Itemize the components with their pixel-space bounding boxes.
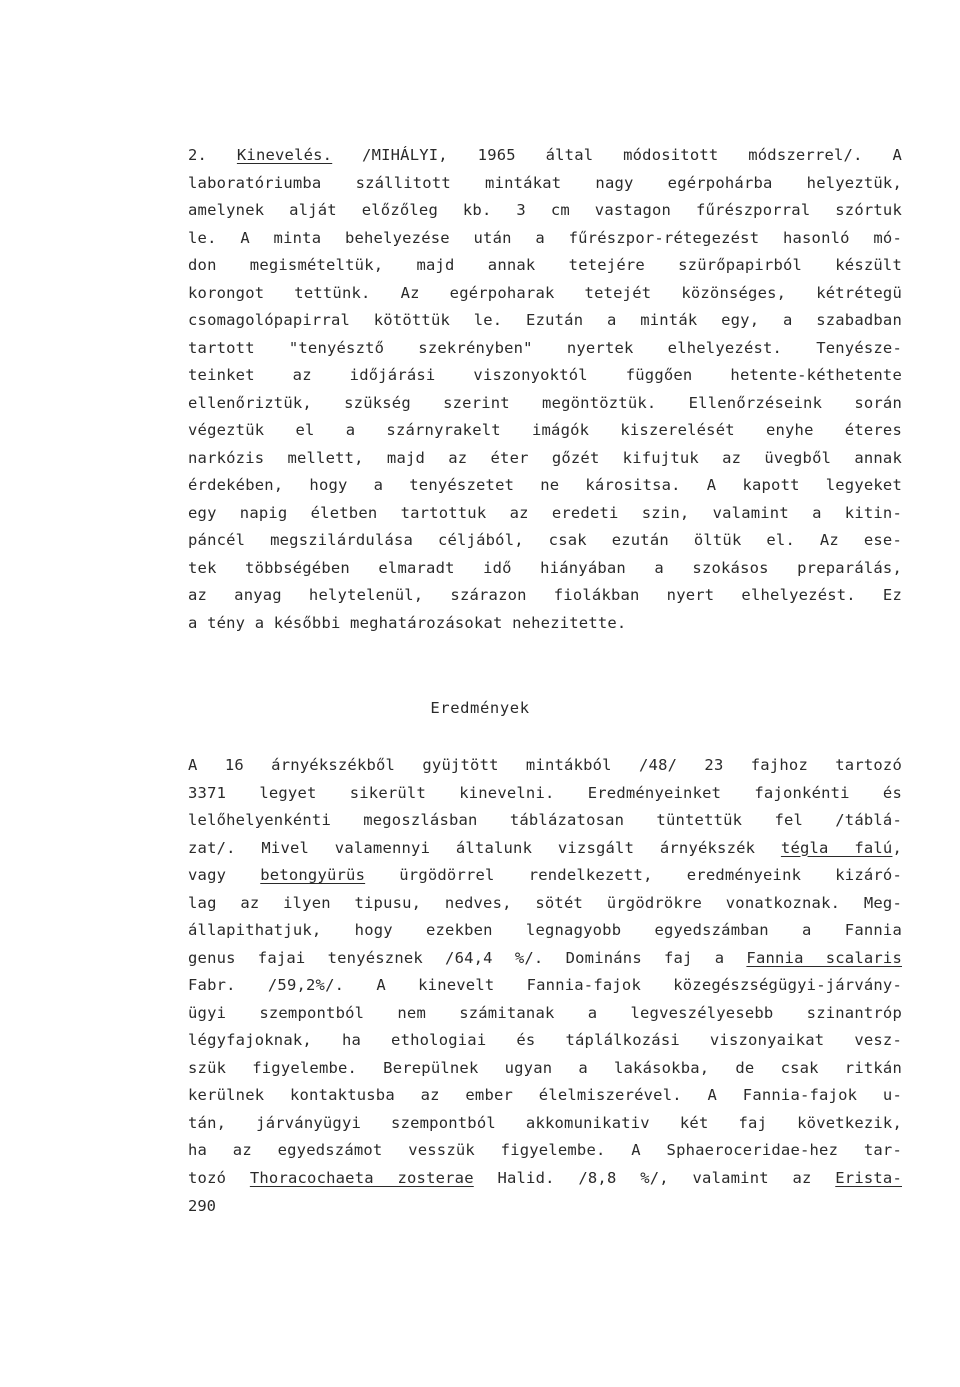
- text-line: 3371 legyet sikerült kinevelni. Eredményeinket fajonkénti és: [188, 783, 902, 802]
- text-line: ha az egyedszámot vesszük figyelembe. A Sphaeroceridae-hez tar-: [188, 1141, 902, 1159]
- underlined-term-tegla-falu: tégla falú: [780, 838, 893, 857]
- text-line: [188, 862, 902, 890]
- text-line: tartott "tenyésztő szekrényben" nyertek elhelyezést. Tenyésze-: [188, 338, 902, 357]
- text-line: végeztük el a szárnyrakelt imágók kiszerelését enyhe éteres: [188, 421, 902, 439]
- underlined-species-fannia-scalaris: Fannia scalaris: [746, 948, 902, 967]
- text-segment: tozó: [188, 1168, 250, 1187]
- text-line: [188, 945, 902, 973]
- text-line: teinket az időjárási viszonyoktól függően hetente-kéthetente: [188, 366, 902, 384]
- text-line: a tény a későbbi meghatározásokat nehezitette.: [188, 613, 627, 632]
- section-heading: Eredmények: [430, 699, 530, 717]
- text-segment: vagy: [188, 866, 261, 884]
- text-line: tek többségében elmaradt idő hiányában a szokásos preparálás,: [188, 558, 902, 577]
- text-segment: zat/. Mivel valamennyi általunk vizsgált árnyékszék: [188, 838, 781, 857]
- page-number: 290: [188, 1197, 216, 1215]
- text-line: állapithatjuk, hogy ezekben legnagyobb egyedszámban a Fannia: [188, 921, 902, 939]
- text-line: [188, 835, 902, 863]
- underlined-term-kineveles: Kinevelés.: [236, 146, 333, 164]
- text-line: lag az ilyen tipusu, nedves, sötét ürgödrökre vonatkoznak. Meg-: [188, 893, 902, 912]
- text-line: korongot tettünk. Az egérpoharak tetejét közönséges, kétrétegü: [188, 283, 902, 302]
- text-segment: /MIHÁLYI, 1965 által módositott módszerrel/. A: [332, 146, 902, 164]
- underlined-species-erista: Erista-: [835, 1168, 902, 1187]
- text-line: narkózis mellett, majd az éter gőzét kifujtuk az üvegből annak: [188, 448, 902, 467]
- text-line: ügyi szempontból nem számitanak a legveszélyesebb szinantróp: [188, 1003, 902, 1022]
- text-line: az anyag helytelenül, szárazon fiolákban nyert elhelyezést. Ez: [188, 586, 902, 604]
- text-line: tán, járványügyi szempontból akkomunikativ két faj következik,: [188, 1113, 902, 1132]
- text-line: A 16 árnyékszékből gyüjtött mintákból /48/ 23 fajhoz tartozó: [188, 756, 902, 774]
- text-line: érdekében, hogy a tenyészetet ne kárositsa. A kapott legyeket: [188, 476, 902, 494]
- text-segment: genus fajai tenyésznek /64,4 %/. Domináns faj a: [188, 948, 747, 967]
- underlined-species-thoracochaeta: Thoracochaeta zosterae: [249, 1168, 474, 1187]
- methods-paragraph: [188, 142, 902, 637]
- text-line: ellenőriztük, szükség szerint megöntöztük. Ellenőrzéseink során: [188, 393, 902, 412]
- text-line: kerülnek kontaktusba az ember élelmiszerével. A Fannia-fajok u-: [188, 1086, 902, 1104]
- text-line: [188, 142, 902, 170]
- text-line: páncél megszilárdulása céljából, csak ezután öltük el. Az ese-: [188, 531, 902, 549]
- results-paragraph: [188, 752, 902, 1192]
- text-line: laboratóriumba szállitott mintákat nagy egérpohárba helyeztük,: [188, 173, 902, 192]
- text-line: Fabr. /59,2%/. A kinevelt Fannia-fajok közegészségügyi-járvány-: [188, 976, 902, 994]
- text-segment: ürgödörrel rendelkezett, eredményeink kizáró-: [365, 866, 902, 884]
- text-segment: ,: [892, 838, 902, 857]
- text-segment: Halid. /8,8 %/, valamint az: [473, 1168, 836, 1187]
- text-line: [188, 1165, 902, 1193]
- text-line: amelynek alját előzőleg kb. 3 cm vastagon fűrészporral szórtuk: [188, 201, 902, 219]
- text-line: légyfajoknak, ha ethologiai és táplálkozási viszonyaikat vesz-: [188, 1031, 902, 1049]
- underlined-term-betongyurus: betongyürüs: [260, 866, 366, 884]
- text-line: don megismételtük, majd annak tetejére szürőpapirból készült: [188, 256, 902, 274]
- text-line: lelőhelyenkénti megoszlásban táblázatosan tüntettük fel /táblá-: [188, 811, 902, 829]
- text-line: csomagolópapirral kötöttük le. Ezután a minták egy, a szabadban: [188, 311, 902, 329]
- text-line: szük figyelembe. Berepülnek ugyan a lakásokba, de csak ritkán: [188, 1058, 902, 1077]
- text-segment: 2.: [188, 146, 237, 164]
- text-line: egy napig életben tartottuk az eredeti szin, valamint a kitin-: [188, 503, 902, 522]
- text-line: le. A minta behelyezése után a fűrészpor-rétegezést hasonló mó-: [188, 228, 902, 247]
